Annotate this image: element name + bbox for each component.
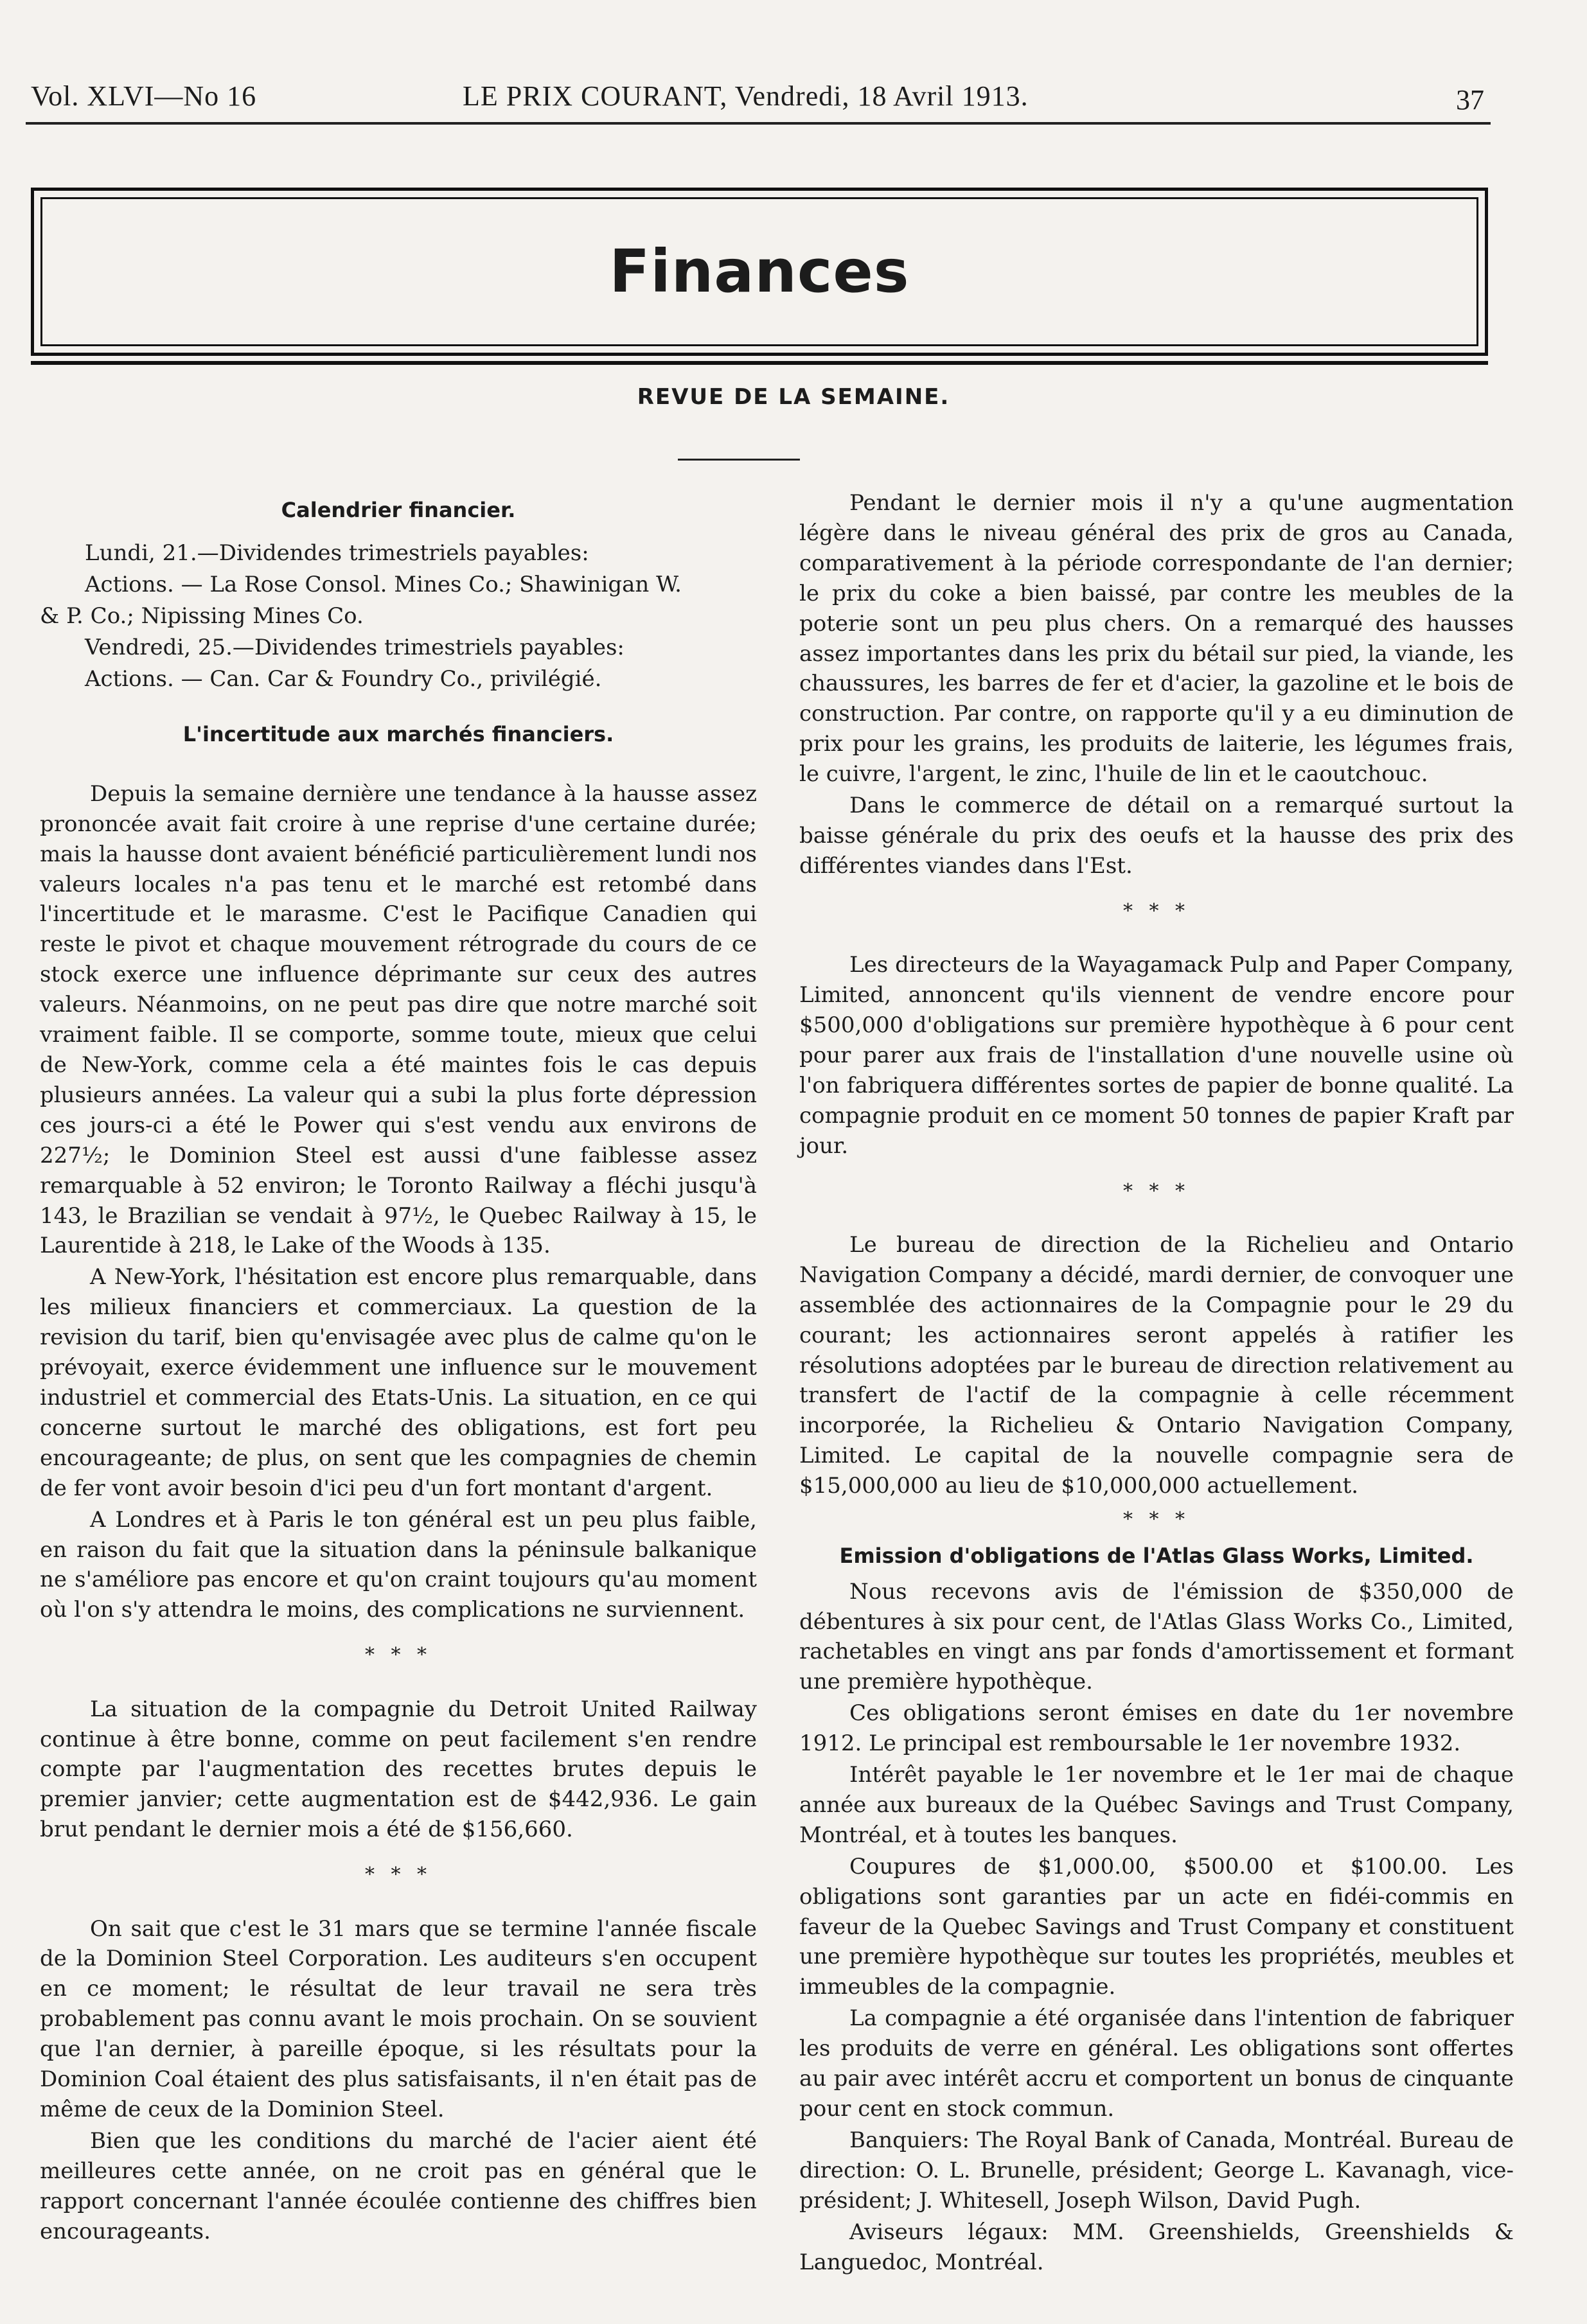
- article-paragraph: A New-York, l'hésitation est encore plus remarquable, dans les milieux financiers et commerciaux. La question de la revision du tarif, bien qu'envisagée avec plus de calme qu'on le prévoyait, exerce évidemment une influence sur le mouvement industriel et commercial des Etats-Unis. La situation, en ce qui concerne surtout le marché des obligations, est fort peu encourageante; de plus, on sent que les compagnies de chemin de fer vont avoir besoin d'ici peu d'un fort montant d'argent.: [40, 1264, 757, 1501]
- article-paragraph: Bien que les conditions du marché de l'acier aient été meilleures cette année, on ne croit pas en général que le rapport concernant l'année écoulée contienne des chiffres bien encourageants.: [40, 2127, 757, 2244]
- header-rule: [26, 122, 1491, 125]
- banner-bottom-rule: [31, 361, 1488, 365]
- article-paragraph: Aviseurs légaux: MM. Greenshields, Greenshields & Languedoc, Montréal.: [799, 2219, 1514, 2275]
- banner-title: Finances: [609, 237, 910, 306]
- calendar-line: Vendredi, 25.—Dividendes trimestriels payables:: [85, 634, 625, 660]
- article-paragraph: Les directeurs de la Wayagamack Pulp and Paper Company, Limited, annoncent qu'ils viennent de vendre encore pour $500,000 d'obligations sur première hypothèque à 6 pour cent pour parer aux frais de l'installation d'une nouvelle usine où l'on fabriquera différentes sortes de papier de bonne qualité. La compagnie produit en ce moment 50 tonnes de papier Kraft par jour.: [799, 952, 1514, 1159]
- volume-number: Vol. XLVI—No 16: [31, 80, 257, 112]
- section-banner: [31, 188, 1488, 356]
- running-header: [26, 72, 1484, 123]
- section-title: REVUE DE LA SEMAINE.: [637, 384, 950, 410]
- publication-dateline: LE PRIX COURANT, Vendredi, 18 Avril 1913.: [463, 80, 1029, 112]
- article-paragraph: On sait que c'est le 31 mars que se termine l'année fiscale de la Dominion Steel Corporation. Les auditeurs s'en occupent en ce moment; le résultat de leur travail ne sera très probablement pas connu avant le mois prochain. On se souvient que l'an dernier, à pareille époque, si les résultats pour la Dominion Coal étaient des plus satisfaisants, il n'en était pas de même de ceux de la Dominion Steel.: [40, 1915, 757, 2122]
- article-paragraph: La situation de la compagnie du Detroit United Railway continue à être bonne, comme on peut facilement s'en rendre compte par l'augmentation des recettes brutes depuis le premier janvier; cette augmentation est de $442,936. Le gain brut pendant le dernier mois a été de $156,660.: [40, 1696, 757, 1843]
- left-column: [40, 488, 757, 2248]
- calendar-line: & P. Co.; Nipissing Mines Co.: [40, 603, 364, 629]
- article-paragraph: Coupures de $1,000.00, $500.00 et $100.00. Les obligations sont garanties par un acte en fidéi-commis en faveur de la Quebec Savings and Trust Company et constituent une première hypothèque sur toutes les propriétés, meubles et immeubles de la compagnie.: [799, 1853, 1514, 2000]
- section-separator: * * *: [364, 1863, 432, 1887]
- calendar-line: Actions. — Can. Car & Foundry Co., privilégié.: [85, 665, 602, 692]
- article-paragraph: Banquiers: The Royal Bank of Canada, Montréal. Bureau de direction: O. L. Brunelle, président; George L. Kavanagh, vice-président; J. Whitesell, Joseph Wilson, David Pugh.: [799, 2127, 1514, 2214]
- section-separator: * * *: [1122, 1508, 1191, 1531]
- calendar-heading: Calendrier financier.: [281, 498, 516, 522]
- atlas-heading: Emission d'obligations de l'Atlas Glass Works, Limited.: [839, 1544, 1474, 1569]
- article-paragraph: A Londres et à Paris le ton général est un peu plus faible, en raison du fait que la situation dans la péninsule balkanique ne s'améliore pas encore et qu'on craint toujours qu'au moment où l'on s'y attendra le moins, des complications ne surviennent.: [40, 1506, 757, 1623]
- section-separator: * * *: [1122, 1179, 1191, 1202]
- article-paragraph: Pendant le dernier mois il n'y a qu'une augmentation légère dans le niveau général des prix de gros au Canada, comparativement à la période correspondante de l'an dernier; le prix du coke a bien baissé, par contre les meubles de la poterie sont un peu plus chers. On a remarqué des hausses assez importantes dans les prix du bétail sur pied, la viande, les chaussures, les barres de fer et d'acier, la gazoline et le bois de construction. Par contre, on rapporte qu'il y a eu diminution de prix pour les grains, les produits de laiterie, les légumes frais, le cuivre, l'argent, le zinc, l'huile de lin et le caoutchouc.: [799, 490, 1514, 788]
- right-column: [799, 488, 1514, 2278]
- article-paragraph: La compagnie a été organisée dans l'intention de fabriquer les produits de verre en général. Les obligations sont offertes au pair avec intérêt accru et comportent un bonus de cinquante pour cent en stock commun.: [799, 2005, 1514, 2122]
- page-number: 37: [1456, 84, 1484, 116]
- calendar-line: Lundi, 21.—Dividendes trimestriels payables:: [85, 540, 589, 567]
- article-paragraph: Ces obligations seront émises en date du 1er novembre 1912. Le principal est remboursable le 1er novembre 1932.: [799, 1700, 1514, 1757]
- uncertainty-heading: L'incertitude aux marchés financiers.: [182, 721, 614, 746]
- article-paragraph: Dans le commerce de détail on a remarqué surtout la baisse générale du prix des oeufs et la hausse des prix des différentes viandes dans l'Est.: [799, 793, 1514, 879]
- article-paragraph: Depuis la semaine dernière une tendance à la hausse assez prononcée avait fait croire à une reprise d'une certaine durée; mais la hausse dont avaient bénéficié particulièrement lundi nos valeurs locales n'a pas tenu et le marché est retombé dans l'incertitude et le marasme. C'est le Pacifique Canadien qui reste le pivot et chaque mouvement rétrograde du cours de ce stock exerce une influence déprimante sur ceux des autres valeurs. Néanmoins, on ne peut pas dire que notre marché soit vraiment faible. Il se comporte, somme toute, mieux que celui de New-York, comme cela a été maintes fois le cas depuis plusieurs années. La valeur qui a subi la plus forte dépression ces jours-ci a été le Power qui s'est vendu aux environs de 227½; le Dominion Steel est aussi d'une faiblesse assez remarquable à 52 environ; le Toronto Railway a fléchi jusqu'à 143, le Brazilian se vendait à 97½, le Quebec Railway à 15, le Laurentide à 218, le Lake of the Woods à 135.: [40, 780, 757, 1259]
- section-rule: [678, 459, 800, 461]
- calendar-line: Actions. — La Rose Consol. Mines Co.; Shawinigan W.: [85, 572, 682, 598]
- article-paragraph: Le bureau de direction de la Richelieu and Ontario Navigation Company a décidé, mardi dernier, de convoquer une assemblée des actionnaires de la Compagnie pour le 29 du courant; les actionnaires seront appelés à ratifier les résolutions adoptées par le bureau de direction relativement au transfert de l'actif de la compagnie à celle récemment incorporée, la Richelieu & Ontario Navigation Company, Limited. Le capital de la nouvelle compagnie sera de $15,000,000 au lieu de $10,000,000 actuellement.: [799, 1231, 1514, 1499]
- article-paragraph: Nous recevons avis de l'émission de $350,000 de débentures à six pour cent, de l'Atlas Glass Works Co., Limited, rachetables en vingt ans par fonds d'amortissement et formant une première hypothèque.: [799, 1578, 1514, 1695]
- calendar-list: [40, 538, 757, 694]
- article-paragraph: Intérêt payable le 1er novembre et le 1er mai de chaque année aux bureaux de la Québec Savings and Trust Company, Montréal, et à toutes les banques.: [799, 1762, 1514, 1848]
- section-separator: * * *: [364, 1644, 432, 1667]
- section-separator: * * *: [1122, 899, 1191, 922]
